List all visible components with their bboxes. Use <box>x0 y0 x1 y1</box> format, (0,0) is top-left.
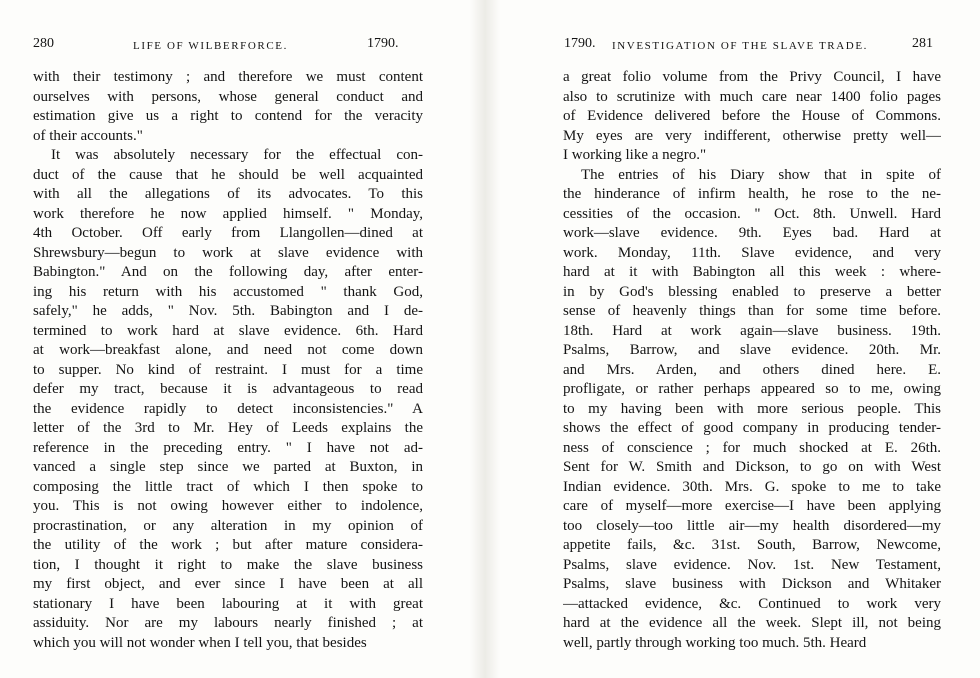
text-line: safely," he adds, " Nov. 5th. Babington and I de- <box>33 303 423 319</box>
text-line: to supper. No kind of restraint. I must for a time <box>33 361 423 378</box>
text-line: I working like a negro." <box>563 147 707 163</box>
book-gutter <box>470 0 500 678</box>
text-line: cessities of the occasion. " Oct. 8th. Unwell. Hard <box>563 205 941 222</box>
text-line: termined to work hard at slave evidence. 6th. Hard <box>33 322 423 339</box>
text-line: well, partly through working too much. 5th. Heard <box>563 634 867 651</box>
text-line: procrastination, or any alteration in my opinion of <box>33 517 423 534</box>
text-line: 4th October. Off early from Llangollen—dined at <box>33 225 423 241</box>
text-line: of their accounts." <box>33 127 143 144</box>
text-line: It was absolutely necessary for the effectual con- <box>51 147 423 163</box>
text-line: which you will not wonder when I tell you, that besides <box>33 634 367 651</box>
text-line: assiduity. Nor are my labours nearly finished ; at <box>33 615 423 631</box>
left-running-title: LIFE OF WILBERFORCE. <box>133 40 288 52</box>
text-line: work therefore he now applied himself. " Monday, <box>33 205 423 222</box>
text-line: ness of conscience ; for much shocked at E. 26th. <box>563 439 941 456</box>
text-line: of Evidence delivered before the House of Commons. <box>563 108 941 124</box>
text-line: Psalms, Barrow, and slave evidence. 20th. Mr. <box>563 342 941 358</box>
text-line: work—slave evidence. 9th. Eyes bad. Hard at <box>563 225 941 241</box>
left-page-year: 1790. <box>367 36 399 51</box>
text-line: estimation give us a right to contend for the veracity <box>33 108 423 124</box>
text-line: ourselves with persons, whose general conduct and <box>33 88 423 105</box>
right-page-number: 281 <box>912 36 933 51</box>
text-line: the utility of the work ; but after mature considera- <box>33 537 423 553</box>
text-line: with their testimony ; and therefore we must content <box>33 69 423 85</box>
text-line: the hinderance of infirm health, he rose to the ne- <box>563 186 941 202</box>
text-line: vanced a single step since we parted at Buxton, in <box>33 459 423 475</box>
text-line: stationary I have been labouring at it with great <box>33 595 423 612</box>
text-line: tion, I thought it right to make the slave business <box>33 556 423 573</box>
text-line: appetite fails, &c. 31st. South, Barrow, Newcome, <box>563 537 941 553</box>
text-line: 18th. Hard at work again—slave business. 19th. <box>563 322 941 339</box>
text-line: sense of heavenly things than for some time before. <box>563 303 941 319</box>
left-page-header <box>0 36 470 58</box>
text-line: you. This is not owing however either to indolence, <box>33 498 423 514</box>
right-page-body <box>563 68 941 653</box>
text-line: ing his return with his accustomed " thank God, <box>33 283 423 300</box>
text-line: Shrewsbury—begun to work at slave evidence with <box>33 244 423 261</box>
text-line: My eyes are very indifferent, otherwise pretty well— <box>563 127 941 144</box>
text-line: Babington." And on the following day, after enter- <box>33 264 423 280</box>
left-page <box>0 0 470 678</box>
text-line: composing the little tract of which I then spoke to <box>33 478 423 495</box>
right-running-title: INVESTIGATION OF THE SLAVE TRADE. <box>612 40 868 52</box>
text-line: also to scrutinize with much care near 1400 folio pages <box>563 88 941 105</box>
text-line: work. Monday, 11th. Slave evidence, and very <box>563 244 941 261</box>
text-line: defer my tract, because it is advantageous to read <box>33 381 423 397</box>
text-line: duct of the cause that he should be well acquainted <box>33 166 423 183</box>
text-line: too closely—too little air—my health disordered—my <box>563 517 941 534</box>
text-line: hard at it with Babington all this week : where- <box>563 264 941 280</box>
left-page-body <box>33 68 423 653</box>
text-line: shows the effect of good company in producing tender- <box>563 420 941 436</box>
left-page-number: 280 <box>33 36 54 51</box>
text-line: a great folio volume from the Privy Council, I have <box>563 69 941 85</box>
text-line: letter of the 3rd to Mr. Hey of Leeds explains the <box>33 420 423 436</box>
text-line: Psalms, slave business with Dickson and Whitaker <box>563 576 941 592</box>
text-line: reference in the preceding entry. " I have not ad- <box>33 439 423 456</box>
text-line: in by God's blessing enabled to preserve a better <box>563 283 941 300</box>
right-page <box>500 0 980 678</box>
text-line: hard at the evidence all the week. Slept ill, not being <box>563 615 941 631</box>
text-line: the evidence rapidly to detect inconsistencies." A <box>33 400 423 417</box>
text-line: to my having been with more serious people. This <box>563 400 941 417</box>
text-line: at work—breakfast alone, and need not come down <box>33 342 423 358</box>
text-line: profligate, or rather perhaps appeared so to me, owing <box>563 381 941 397</box>
right-page-year: 1790. <box>564 36 596 51</box>
text-line: and Mrs. Arden, and others dined here. E. <box>563 361 941 378</box>
text-line: —attacked evidence, &c. Continued to work very <box>563 595 941 612</box>
text-line: The entries of his Diary show that in spite of <box>581 166 941 183</box>
text-line: my first object, and ever since I have been at all <box>33 576 423 592</box>
right-page-header <box>500 36 980 58</box>
text-line: Indian evidence. 30th. Mrs. G. spoke to me to take <box>563 478 941 495</box>
text-line: care of myself—more exercise—I have been applying <box>563 498 941 514</box>
text-line: Sent for W. Smith and Dickson, to go on with West <box>563 459 941 475</box>
text-line: Psalms, slave evidence. Nov. 1st. New Testament, <box>563 556 941 573</box>
text-line: with all the allegations of its advocates. To this <box>33 186 423 202</box>
